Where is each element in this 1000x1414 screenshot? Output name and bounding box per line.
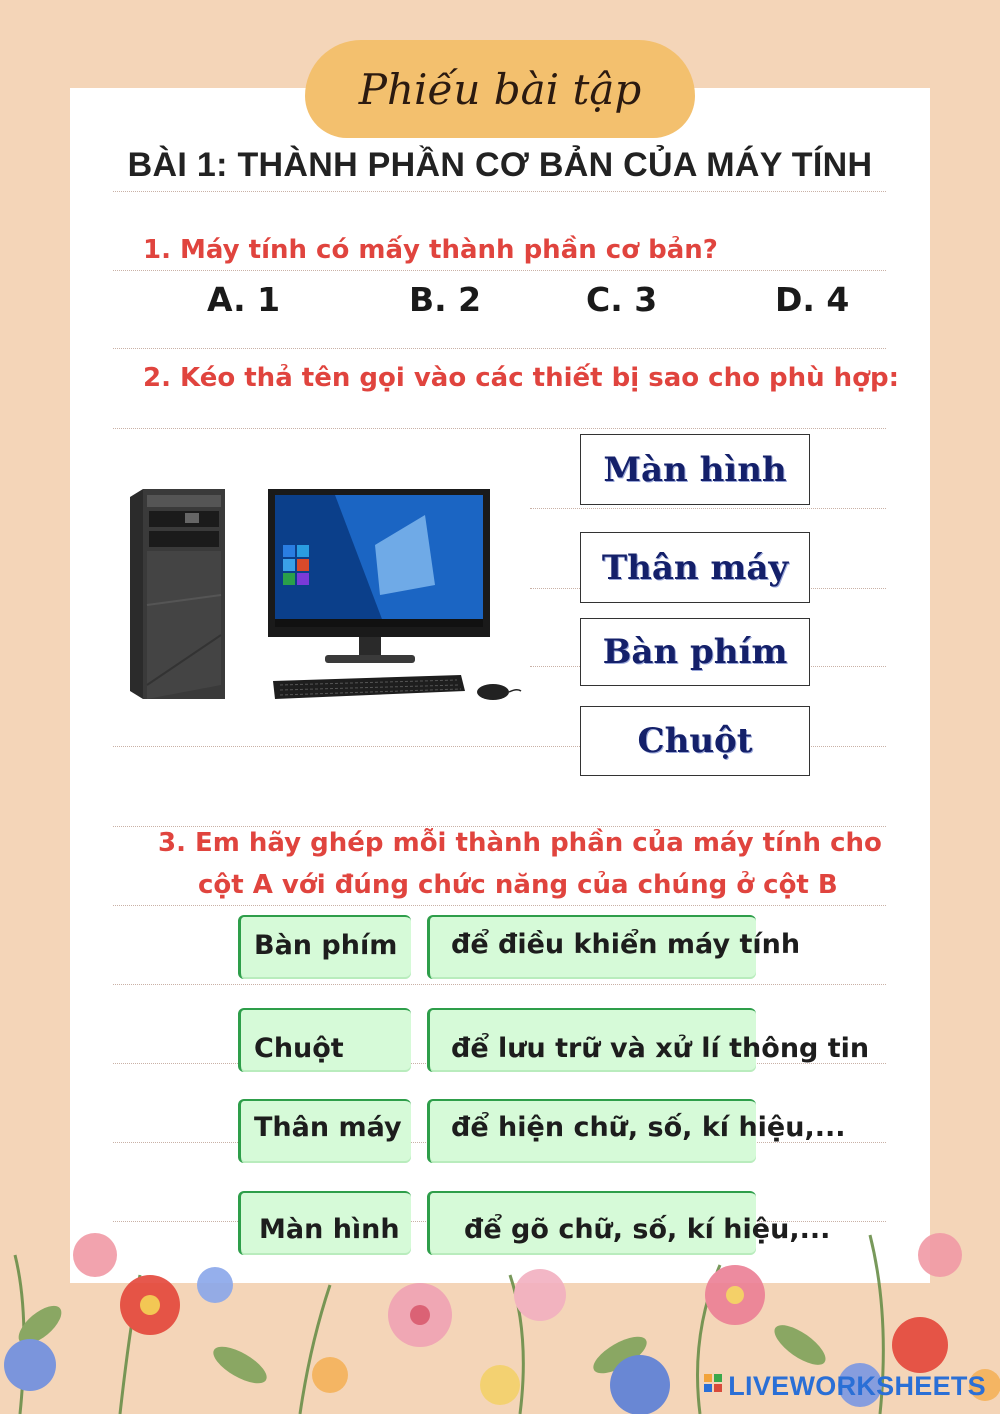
column-a-item: Màn hình — [259, 1214, 400, 1245]
label-monitor[interactable]: Màn hình — [580, 434, 810, 505]
liveworksheets-logo — [704, 1371, 986, 1402]
computer-illustration — [125, 485, 525, 710]
question-3-line-2: cột A với đúng chức năng của chúng ở cột B — [198, 870, 838, 900]
ruled-line — [530, 508, 886, 509]
option-b[interactable]: B. 2 — [409, 280, 482, 319]
ruled-line — [113, 826, 886, 827]
mouse-image — [477, 684, 521, 700]
ruled-line — [113, 191, 886, 192]
worksheet-tag: Phiếu bài tập — [305, 40, 695, 138]
ruled-line — [113, 905, 886, 906]
question-3-line-1: 3. Em hãy ghép mỗi thành phần của máy tính cho — [158, 828, 882, 858]
ruled-line — [113, 428, 886, 429]
option-a[interactable]: A. 1 — [207, 280, 281, 319]
column-b-item: để hiện chữ, số, kí hiệu,... — [451, 1112, 846, 1143]
question-1: 1. Máy tính có mấy thành phần cơ bản? — [143, 235, 718, 265]
computer-case-image — [130, 489, 225, 699]
column-a-item: Chuột — [254, 1033, 344, 1064]
keyboard-image — [273, 675, 465, 699]
ruled-line — [113, 348, 886, 349]
page-title: BÀI 1: THÀNH PHẦN CƠ BẢN CỦA MÁY TÍNH — [127, 146, 873, 184]
question-2: 2. Kéo thả tên gọi vào các thiết bị sao cho phù hợp: — [143, 363, 900, 393]
monitor-image — [268, 489, 490, 663]
column-b-item: để lưu trữ và xử lí thông tin — [451, 1033, 870, 1064]
brand-name: LIVEWORKSHEETS — [728, 1371, 986, 1401]
column-b-item: để gõ chữ, số, kí hiệu,... — [464, 1214, 831, 1245]
label-keyboard[interactable]: Bàn phím — [580, 618, 810, 686]
label-mouse[interactable]: Chuột — [580, 706, 810, 776]
ruled-line — [113, 270, 886, 271]
column-b-item: để điều khiển máy tính — [451, 929, 801, 960]
column-a-item: Bàn phím — [254, 930, 398, 961]
liveworksheets-icon — [704, 1374, 724, 1400]
ruled-line — [113, 984, 886, 985]
option-c[interactable]: C. 3 — [586, 280, 658, 319]
column-a-item: Thân máy — [254, 1112, 402, 1143]
label-case[interactable]: Thân máy — [580, 532, 810, 603]
option-d[interactable]: D. 4 — [775, 280, 850, 319]
